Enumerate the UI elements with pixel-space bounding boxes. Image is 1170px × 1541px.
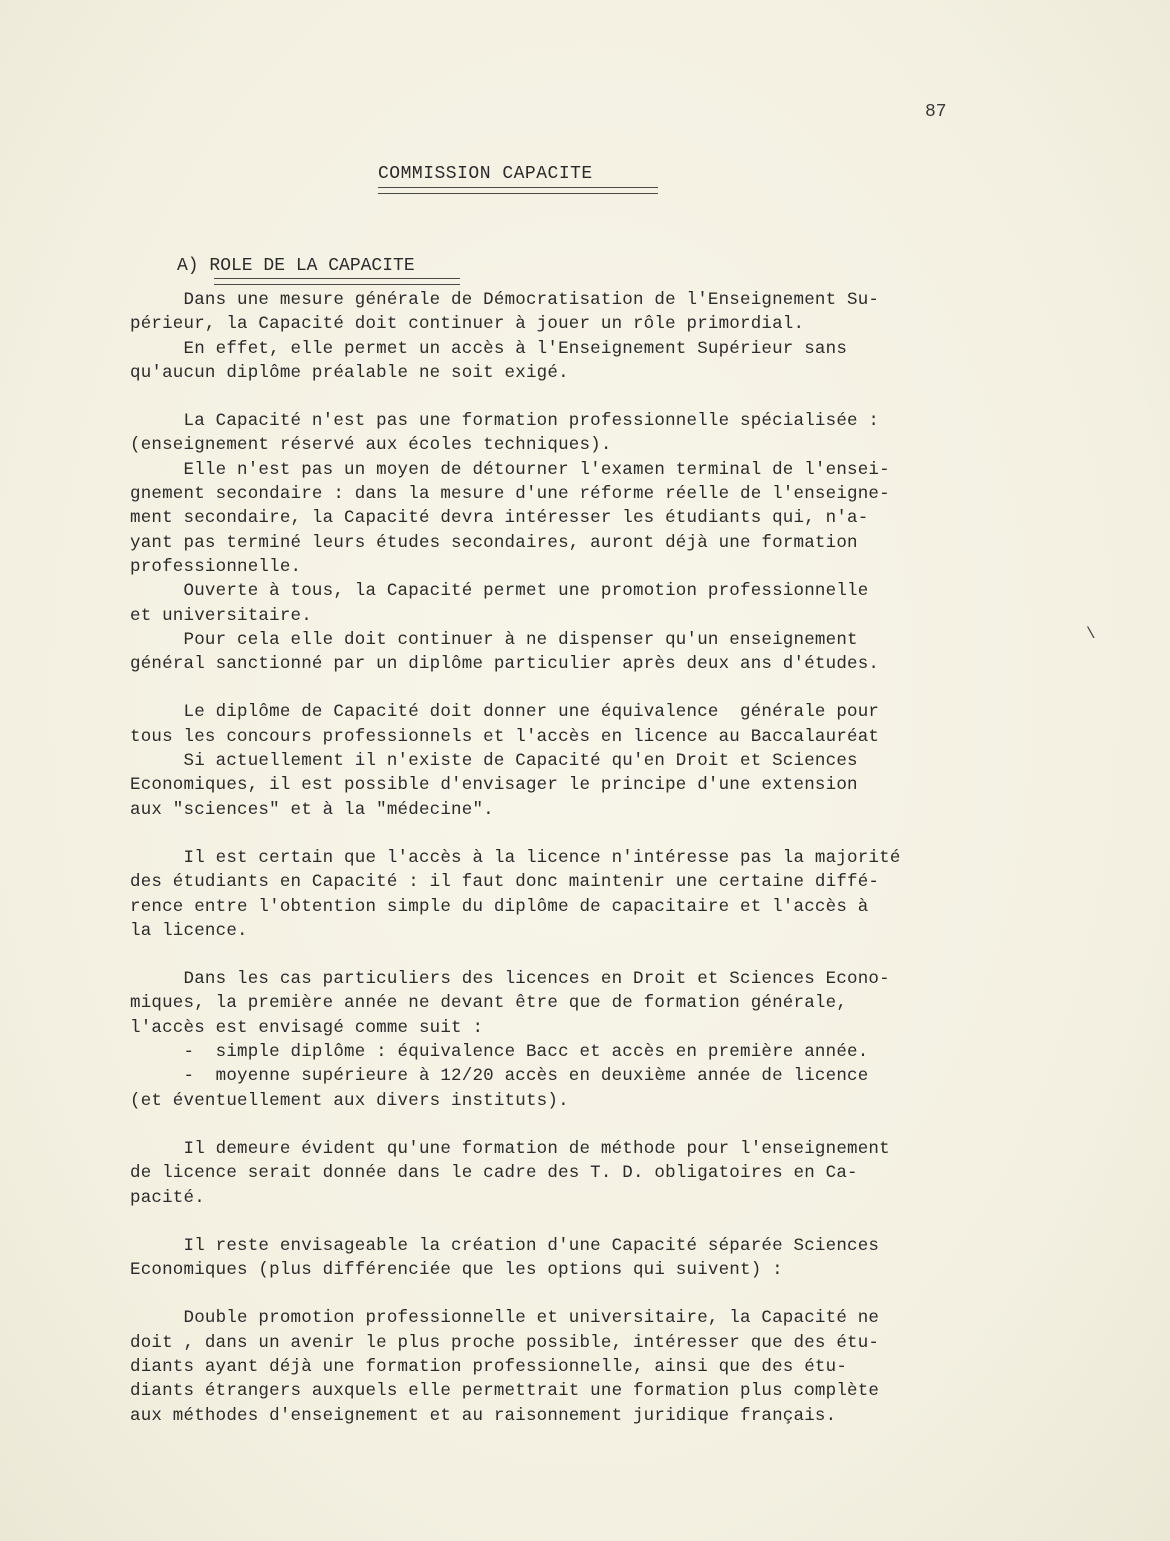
paragraph-2: La Capacité n'est pas une formation professionnelle spécialisée : (enseignement réservé aux écoles techniques). Elle n'est pas un moyen de détourner l'examen terminal de l'ensei- gnement secondaire : dans la mesure d'une réforme réelle de l'enseigne- ment secondaire, la Capacité devra intéresser les étudiants qui, n'a- yant pas terminé leurs études secondaires, auront déjà une formation professionnelle. Ouverte à tous, la Capacité permet une promotion professionnelle et universitaire. Pour cela elle doit continuer à ne dispenser qu'un enseignement général sanctionné par un diplôme particulier après deux ans d'études.: [130, 411, 890, 675]
paragraph-5: Dans les cas particuliers des licences en Droit et Sciences Econo- miques, la première année ne devant être que de formation générale, l'accès est envisagé comme suit : - simple diplôme : équivalence Bacc et accès en première année. - moyenne supérieure à 12/20 accès en deuxième année de licence (et éventuellement aux divers instituts).: [130, 969, 890, 1111]
paragraph-3: Le diplôme de Capacité doit donner une équivalence générale pour tous les concours professionnels et l'accès en licence au Baccalauréat Si actuellement il n'existe de Capacité qu'en Droit et Sciences Economiques, il est possible d'envisager le principe d'une extension aux "sciences" et à la "médecine".: [130, 702, 880, 820]
section-double-underline: [214, 278, 460, 285]
paragraph-7: Il reste envisageable la création d'une Capacité séparée Sciences Economiques (plus différenciée que les options qui suivent) :: [130, 1235, 880, 1281]
margin-mark: \: [1086, 625, 1096, 643]
paragraph-1: Dans une mesure générale de Démocratisation de l'Enseignement Su- périeur, la Capacité doit continuer à jouer un rôle primordial. En effet, elle permet un accès à l'Enseignement Supérieur sans qu'aucun diplôme préalable ne soit exigé.: [130, 290, 880, 383]
document-title: COMMISSION CAPACITE: [378, 164, 593, 184]
paragraph-4: Il est certain que l'accès à la licence n'intéresse pas la majorité des étudiants en Capacité : il faut donc maintenir une certaine diffé- rence entre l'obtention simple du diplôme de capacitaire et l'accès à la licence.: [130, 847, 901, 941]
page-number: 87: [925, 102, 947, 122]
body-text: [130, 288, 1050, 1428]
paragraph-8: Double promotion professionnelle et universitaire, la Capacité ne doit , dans un avenir le plus proche possible, intéresser que des étu- diants ayant déjà une formation professionnelle, ainsi que des étu- diants étrangers auxquels elle permettrait une formation plus complète aux méthodes d'enseignement et au raisonnement juridique français.: [130, 1308, 880, 1426]
title-double-underline: [378, 187, 658, 194]
section-heading: A) ROLE DE LA CAPACITE: [177, 256, 415, 276]
paragraph-6: Il demeure évident qu'une formation de méthode pour l'enseignement de licence serait donnée dans le cadre des T. D. obligatoires en Ca- pacité.: [130, 1138, 890, 1208]
